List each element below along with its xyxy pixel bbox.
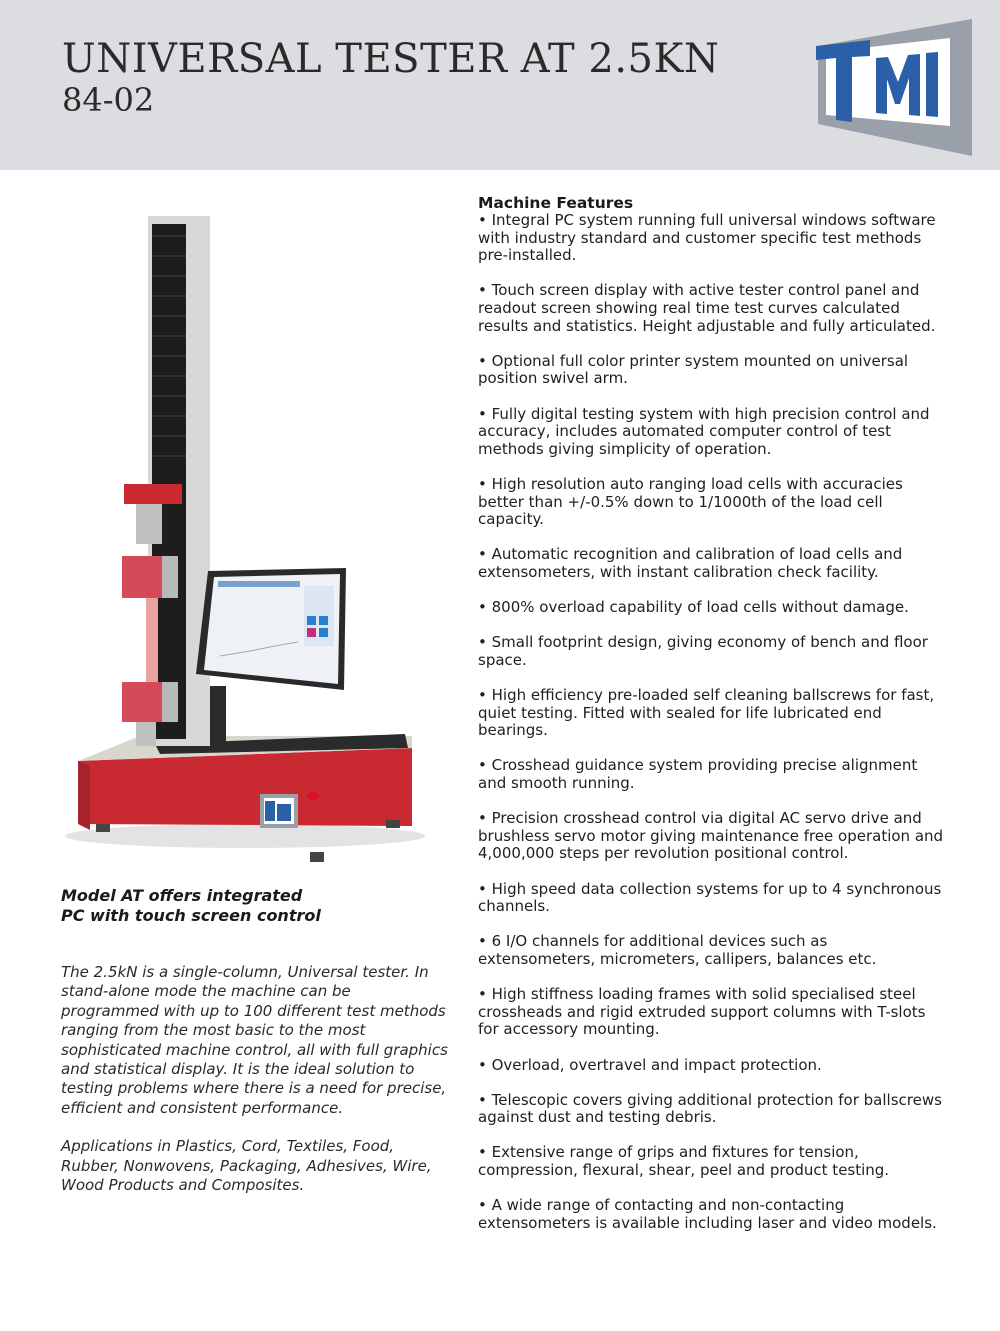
- feature-item: • Precision crosshead control via digital AC servo drive and brushless servo motor giving maintenance free operation and 4,000,000 steps per revolution positional control.: [478, 809, 944, 863]
- caption-line-2: PC with touch screen control: [61, 906, 321, 925]
- feature-item: • Small footprint design, giving economy of bench and floor space.: [478, 633, 928, 669]
- description: [61, 963, 453, 1214]
- feature-item: • High speed data collection systems for up to 4 synchronous channels.: [478, 879, 942, 916]
- photo-caption: [61, 886, 451, 926]
- feature-item: • Telescopic covers giving additional protection for ballscrews against dust and testing debris.: [478, 1090, 942, 1127]
- features-list: [478, 212, 948, 1232]
- feature-item: • Optional full color printer system mounted on universal position swivel arm.: [478, 351, 909, 388]
- feature-item: • A wide range of contacting and non-contacting extensometers is available including laser and video models.: [478, 1196, 937, 1232]
- caption-line-1: Model AT offers integrated: [61, 886, 303, 905]
- feature-item: • Integral PC system running full universal windows software with industry standard and customer specific test methods pre-installed.: [478, 211, 936, 265]
- model-number: 84-02: [62, 81, 155, 119]
- feature-item: • Extensive range of grips and fixtures for tension, compression, flexural, shear, peel and product testing.: [478, 1143, 890, 1180]
- feature-item: • High resolution auto ranging load cells with accuracies better than +/-0.5% down to 1/1000th of the load cell capacity.: [478, 474, 903, 529]
- machine-features: [478, 194, 948, 1250]
- feature-item: • Touch screen display with active tester control panel and readout screen showing real time test curves calculated results and statistics. Height adjustable and fully articulated.: [478, 281, 936, 335]
- feature-item: • High stiffness loading frames with solid specialised steel crossheads and rigid extruded support columns with T-slots for accessory mounting.: [478, 985, 926, 1039]
- feature-item: • 800% overload capability of load cells without damage.: [478, 598, 909, 617]
- description-paragraph: The 2.5kN is a single-column, Universal tester. In stand-alone mode the machine can be programmed with up to 100 different test methods ranging from the most basic to the most sophisticated machine control, all with full graphics and statistical display. It is the ideal solution to testing problems where there is a need for precise, efficient and consistent performance.: [61, 963, 448, 1117]
- feature-item: • Automatic recognition and calibration of load cells and extensometers, with instant calibration check facility.: [478, 545, 903, 581]
- feature-item: • 6 I/O channels for additional devices such as extensometers, micrometers, callipers, balances etc.: [478, 932, 877, 968]
- tmi-logo: [812, 16, 976, 158]
- applications-paragraph: Applications in Plastics, Cord, Textiles, Food, Rubber, Nonwovens, Packaging, Adhesives, Wire, Wood Products and Composites.: [61, 1137, 432, 1195]
- feature-item: • Fully digital testing system with high precision control and accuracy, includes automated computer control of test methods giving simplicity of operation.: [478, 404, 930, 458]
- header-band: [0, 0, 1000, 170]
- feature-item: • Overload, overtravel and impact protection.: [478, 1055, 822, 1074]
- tester-machine-photo: [60, 196, 460, 876]
- features-heading: Machine Features: [478, 194, 634, 212]
- feature-item: • High efficiency pre-loaded self cleaning ballscrews for fast, quiet testing. Fitted with sealed for life lubricated end bearings.: [478, 686, 935, 740]
- page-title: UNIVERSAL TESTER AT 2.5KN: [62, 36, 720, 82]
- feature-item: • Crosshead guidance system providing precise alignment and smooth running.: [478, 756, 918, 792]
